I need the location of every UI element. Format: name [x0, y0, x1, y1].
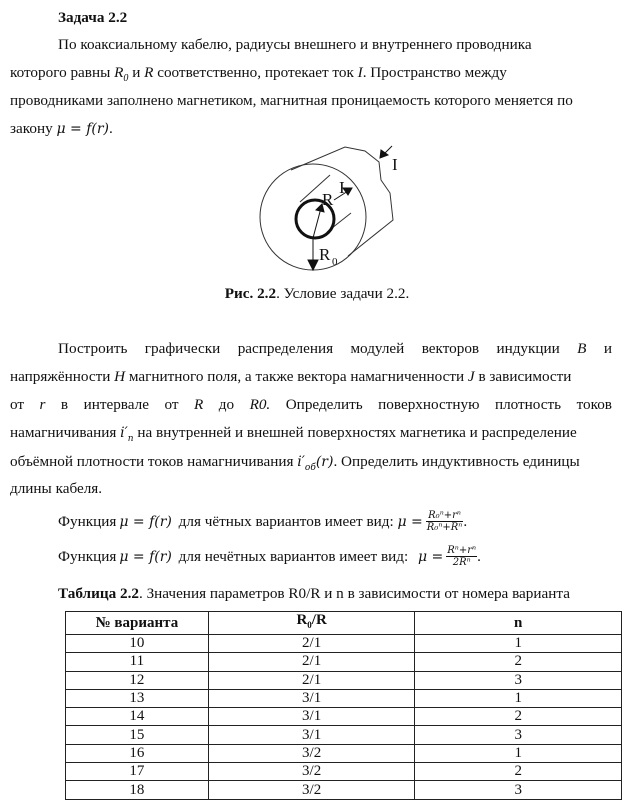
- denominator: R₀ⁿ+Rⁿ: [426, 522, 463, 533]
- fraction-odd: [446, 545, 477, 568]
- cell-variant: 13: [66, 689, 209, 707]
- text: которого равны: [10, 64, 115, 81]
- word: плотность: [494, 396, 562, 413]
- text: /R: [311, 612, 327, 628]
- cell-n: 2: [415, 653, 622, 671]
- table-row: [66, 763, 622, 781]
- coaxial-cable-figure: [250, 140, 420, 275]
- cell-n: 1: [415, 744, 622, 762]
- formula-mu-lhs: μ =: [397, 513, 423, 530]
- text: об: [304, 462, 316, 473]
- symbol-J: J: [467, 368, 475, 385]
- function-even: [58, 510, 467, 533]
- body-line-6: длины кабеля.: [10, 480, 103, 497]
- formula-mu: μ = f(r): [56, 121, 109, 137]
- text: объёмной плотности токов намагничивания: [10, 453, 298, 470]
- intro-line-3: проводниками заполнено магнетиком, магнитная проницаемость которого меняется по: [10, 92, 573, 109]
- table-header-row: [66, 612, 622, 635]
- text: R: [114, 64, 124, 81]
- label-R: R: [322, 190, 334, 209]
- word: в: [60, 396, 69, 413]
- text: .: [463, 512, 468, 530]
- cell-ratio: 2/1: [208, 653, 415, 671]
- text: . Пространство между: [362, 64, 507, 81]
- cell-ratio: 3/2: [208, 763, 415, 781]
- symbol-R: R: [144, 64, 154, 81]
- cell-variant: 11: [66, 653, 209, 671]
- text: i′: [120, 425, 128, 441]
- text: Таблица 2.2: [58, 585, 139, 602]
- symbol-H: H: [114, 368, 126, 385]
- fraction-even: [426, 510, 464, 533]
- text: Рис. 2.2: [224, 285, 277, 302]
- word: токов: [576, 396, 612, 413]
- figure-caption: [0, 284, 634, 304]
- text: для чётных вариантов имеет вид:: [174, 512, 398, 530]
- cell-n: 3: [415, 671, 622, 689]
- body-line-2: [10, 367, 571, 387]
- numerator: R₀ⁿ+rⁿ: [426, 510, 464, 522]
- text: намагничивания: [10, 424, 121, 441]
- body-line-3: [10, 395, 612, 415]
- text: и: [128, 64, 145, 81]
- cell-n: 1: [415, 635, 622, 653]
- table-row: [66, 726, 622, 744]
- label-I-inner: I: [339, 178, 345, 197]
- word: поверхностную: [378, 396, 480, 413]
- cell-ratio: 3/2: [208, 744, 415, 762]
- word: модулей: [350, 340, 405, 357]
- table-row: [66, 708, 622, 726]
- text: .: [477, 547, 481, 565]
- word: векторов: [421, 340, 480, 357]
- table-caption: [58, 584, 570, 604]
- task-title: Задача 2.2: [58, 9, 128, 26]
- cell-ratio: 2/1: [208, 671, 415, 689]
- cell-ratio: 3/1: [208, 689, 415, 707]
- cell-n: 3: [415, 726, 622, 744]
- intro-line-4: [10, 119, 113, 139]
- text: для нечётных вариантов имеет вид:: [174, 547, 412, 565]
- cell-n: 3: [415, 781, 622, 799]
- cell-variant: 17: [66, 763, 209, 781]
- table-row: [66, 653, 622, 671]
- word: и: [603, 340, 612, 357]
- cell-variant: 12: [66, 671, 209, 689]
- text: R: [296, 612, 308, 628]
- text: .: [109, 120, 113, 137]
- cell-n: 2: [415, 763, 622, 781]
- word: от: [10, 396, 25, 413]
- label-R0: R: [319, 245, 331, 264]
- cell-ratio: 3/2: [208, 781, 415, 799]
- formula-mu: μ = f(r): [119, 513, 172, 530]
- cell-n: 1: [415, 689, 622, 707]
- text: магнитного поля, а также вектора намагниченности: [125, 368, 468, 385]
- text: (r): [315, 454, 334, 470]
- word: до: [218, 396, 235, 413]
- denominator: 2Rⁿ: [452, 557, 471, 568]
- word: Построить: [58, 340, 128, 357]
- symbol-R: R: [193, 396, 204, 413]
- intro-line-2: [10, 63, 507, 89]
- cell-variant: 10: [66, 635, 209, 653]
- radius-R-arrow: [313, 208, 321, 238]
- text: . Определить индуктивность единицы: [333, 453, 580, 470]
- label-R0-sub: 0: [332, 256, 338, 268]
- text: i′: [297, 454, 305, 470]
- cell-variant: 14: [66, 708, 209, 726]
- text: Функция: [58, 512, 117, 530]
- symbol-r: r: [39, 396, 46, 413]
- word: интервале: [83, 396, 149, 413]
- symbol-R0: R0.: [249, 396, 271, 413]
- text: соответственно, протекает ток: [153, 64, 358, 81]
- header-variant: № варианта: [66, 612, 209, 635]
- word: индукции: [496, 340, 560, 357]
- symbol-i-volume: [297, 454, 334, 473]
- cell-variant: 16: [66, 744, 209, 762]
- cell-ratio: 3/1: [208, 726, 415, 744]
- word: распределения: [237, 340, 334, 357]
- text: на внутренней и внешней поверхностях магнетика и распределение: [133, 424, 577, 441]
- text: п: [127, 433, 134, 444]
- symbol-R0: [114, 64, 129, 85]
- text: закону: [10, 120, 57, 137]
- table-row: [66, 781, 622, 799]
- text: напряжённости: [10, 368, 115, 385]
- body-line-1: [58, 339, 612, 359]
- label-I-outer: I: [392, 155, 398, 174]
- body-line-4: [10, 423, 577, 449]
- header-n: n: [415, 612, 622, 635]
- table-row: [66, 671, 622, 689]
- header-ratio: [208, 612, 415, 635]
- variants-table: [65, 611, 622, 800]
- word: Определить: [285, 396, 363, 413]
- text: Функция: [58, 547, 117, 565]
- formula-mu: μ = f(r): [119, 548, 172, 565]
- cell-ratio: 3/1: [208, 708, 415, 726]
- body-line-5: [10, 452, 580, 478]
- word: от: [164, 396, 179, 413]
- symbol-i-surface: [120, 425, 134, 444]
- cell-variant: 18: [66, 781, 209, 799]
- cell-variant: 15: [66, 726, 209, 744]
- symbol-B: B: [577, 340, 587, 357]
- symbol-I: I: [357, 64, 363, 81]
- function-odd: [58, 545, 481, 568]
- cell-ratio: 2/1: [208, 635, 415, 653]
- text: . Значения параметров R0/R и n в зависимости от номера варианта: [138, 585, 570, 602]
- table-row: [66, 744, 622, 762]
- text: . Условие задачи 2.2.: [276, 285, 410, 302]
- text: 0: [307, 620, 312, 630]
- text: 0: [123, 73, 129, 85]
- table-row: [66, 689, 622, 707]
- intro-line-1: По коаксиальному кабелю, радиусы внешнего и внутреннего проводника: [58, 36, 532, 53]
- arrow-head-R0: [308, 260, 318, 270]
- formula-mu-lhs: μ =: [418, 548, 444, 565]
- cell-n: 2: [415, 708, 622, 726]
- word: графически: [144, 340, 221, 357]
- numerator: Rⁿ+rⁿ: [447, 545, 477, 556]
- table-row: [66, 635, 622, 653]
- text: в зависимости: [474, 368, 572, 385]
